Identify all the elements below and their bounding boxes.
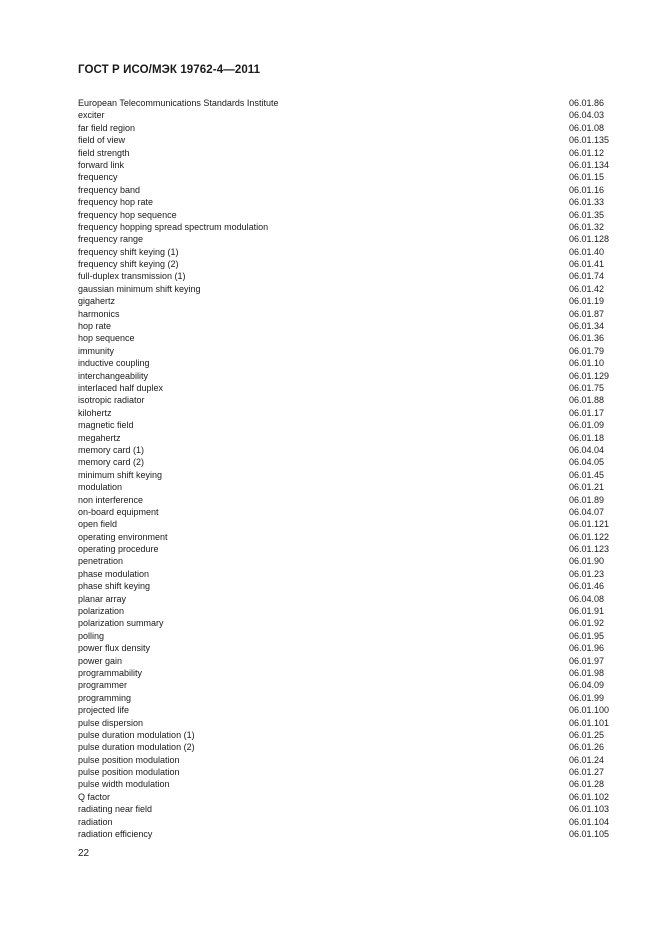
index-term: radiation efficiency [78,829,153,840]
index-term: hop rate [78,321,112,332]
index-reference: 06.01.101 [569,717,610,728]
index-term: projected life [78,705,130,716]
index-term: planar array [78,593,127,604]
index-row [78,159,619,171]
index-reference: 06.01.100 [569,705,610,716]
index-row [78,679,619,691]
index-term: phase shift keying [78,581,151,592]
index-term: memory card (1) [78,444,145,455]
document-title: ГОСТ Р ИСО/МЭК 19762-4—2011 [78,64,261,76]
index-term: interlaced half duplex [78,382,164,393]
index-row [78,320,619,332]
index-reference: 06.01.46 [569,581,605,592]
index-term: pulse duration modulation (1) [78,729,195,740]
index-term: frequency hopping spread spectrum modulation [78,221,269,232]
index-term: inductive coupling [78,358,150,369]
index-row [78,308,619,320]
index-reference: 06.01.129 [569,370,610,381]
index-term: radiation [78,816,113,827]
index-reference: 06.01.75 [569,382,605,393]
index-term: polling [78,630,105,641]
index-row [78,605,619,617]
index-row [78,692,619,704]
index-term: pulse position modulation [78,767,180,778]
index-row [78,382,619,394]
index-row [78,791,619,803]
index-term: power gain [78,655,123,666]
index-reference: 06.01.90 [569,556,605,567]
index-row [78,729,619,741]
index-reference: 06.01.96 [569,643,605,654]
index-row [78,704,619,716]
term-index-list [78,97,619,840]
index-term: pulse width modulation [78,779,170,790]
index-reference: 06.01.45 [569,469,605,480]
index-term: modulation [78,482,123,493]
index-row [78,803,619,815]
index-term: memory card (2) [78,457,145,468]
index-reference: 06.01.89 [569,494,605,505]
index-term: pulse position modulation [78,754,180,765]
index-reference: 06.01.86 [569,98,605,108]
index-reference: 06.01.102 [569,791,610,802]
index-row [78,655,619,667]
index-reference: 06.01.27 [569,767,605,778]
index-reference: 06.01.122 [569,531,610,542]
index-reference: 06.01.36 [569,333,605,344]
index-term: European Telecommunications Standards Institute [78,98,279,108]
index-reference: 06.01.87 [569,308,605,319]
index-row [78,196,619,208]
index-term: field strength [78,147,130,158]
index-row [78,171,619,183]
index-reference: 06.01.79 [569,345,605,356]
index-row [78,494,619,506]
index-term: far field region [78,122,136,133]
index-row [78,270,619,282]
index-reference: 06.01.99 [569,692,605,703]
index-reference: 06.01.25 [569,729,605,740]
index-term: on-board equipment [78,506,159,517]
index-reference: 06.01.15 [569,172,605,183]
index-row [78,209,619,221]
index-row [78,778,619,790]
index-reference: 06.01.32 [569,221,605,232]
index-row [78,568,619,580]
index-reference: 06.01.12 [569,147,605,158]
index-row [78,766,619,778]
index-term: minimum shift keying [78,469,163,480]
index-reference: 06.01.23 [569,568,605,579]
index-reference: 06.01.98 [569,667,605,678]
index-term: programmer [78,680,128,691]
index-term: immunity [78,345,115,356]
index-reference: 06.01.103 [569,804,610,815]
index-row [78,419,619,431]
index-row [78,481,619,493]
index-row [78,332,619,344]
index-term: power flux density [78,643,151,654]
index-reference: 06.01.97 [569,655,605,666]
index-term: gaussian minimum shift keying [78,283,201,294]
index-term: radiating near field [78,804,153,815]
index-term: frequency [78,172,118,183]
index-term: polarization [78,606,125,617]
index-row [78,518,619,530]
index-row [78,456,619,468]
index-term: penetration [78,556,124,567]
index-row [78,246,619,258]
index-row [78,345,619,357]
index-term: Q factor [78,791,111,802]
index-reference: 06.04.08 [569,593,605,604]
index-row [78,109,619,121]
index-row [78,147,619,159]
index-row [78,555,619,567]
index-row [78,593,619,605]
index-term: frequency band [78,184,141,195]
index-term: exciter [78,110,105,121]
index-reference: 06.01.40 [569,246,605,257]
index-term: hop sequence [78,333,135,344]
page-number: 22 [78,848,90,859]
index-term: forward link [78,159,125,170]
index-row [78,432,619,444]
index-term: frequency hop rate [78,197,154,208]
index-reference: 06.04.09 [569,680,605,691]
index-row [78,741,619,753]
index-reference: 06.01.92 [569,618,605,629]
index-reference: 06.01.35 [569,209,605,220]
index-row [78,469,619,481]
index-term: interchangeability [78,370,149,381]
index-reference: 06.01.17 [569,407,605,418]
index-term: frequency hop sequence [78,209,177,220]
index-reference: 06.01.128 [569,234,610,245]
index-row [78,370,619,382]
index-reference: 06.01.135 [569,135,610,146]
index-term: operating environment [78,531,168,542]
index-row [78,283,619,295]
index-term: magnetic field [78,420,134,431]
index-row [78,630,619,642]
index-row [78,122,619,134]
index-reference: 06.01.121 [569,519,610,530]
index-reference: 06.01.105 [569,829,610,840]
index-row [78,828,619,840]
index-term: full-duplex transmission (1) [78,271,186,282]
index-reference: 06.01.88 [569,395,605,406]
index-row [78,642,619,654]
index-reference: 06.01.34 [569,321,605,332]
index-reference: 06.04.03 [569,110,605,121]
index-reference: 06.01.104 [569,816,610,827]
index-reference: 06.04.07 [569,506,605,517]
index-reference: 06.01.33 [569,197,605,208]
index-term: isotropic radiator [78,395,145,406]
index-row [78,184,619,196]
index-row [78,444,619,456]
index-term: operating procedure [78,544,159,555]
index-row [78,717,619,729]
index-row [78,394,619,406]
index-reference: 06.01.18 [569,432,605,443]
index-reference: 06.01.21 [569,482,605,493]
index-reference: 06.01.134 [569,159,610,170]
index-reference: 06.01.08 [569,122,605,133]
index-reference: 06.01.09 [569,420,605,431]
index-row [78,357,619,369]
index-term: frequency shift keying (2) [78,259,179,270]
index-row [78,407,619,419]
index-row [78,816,619,828]
index-row [78,134,619,146]
index-reference: 06.01.28 [569,779,605,790]
index-term: field of view [78,135,126,146]
index-term: megahertz [78,432,121,443]
index-term: programmability [78,667,143,678]
index-term: frequency range [78,234,144,245]
index-term: kilohertz [78,407,112,418]
index-row [78,580,619,592]
index-row [78,531,619,543]
index-term: frequency shift keying (1) [78,246,179,257]
index-reference: 06.01.19 [569,296,605,307]
index-reference: 06.01.10 [569,358,605,369]
index-reference: 06.01.16 [569,184,605,195]
index-reference: 06.04.05 [569,457,605,468]
index-reference: 06.04.04 [569,444,605,455]
index-term: non interference [78,494,144,505]
index-row [78,617,619,629]
index-reference: 06.01.91 [569,606,605,617]
index-row [78,97,619,109]
index-row [78,667,619,679]
index-row [78,506,619,518]
index-term: phase modulation [78,568,150,579]
index-row [78,543,619,555]
index-term: gigahertz [78,296,116,307]
index-reference: 06.01.74 [569,271,605,282]
index-row [78,258,619,270]
index-term: open field [78,519,118,530]
index-reference: 06.01.95 [569,630,605,641]
index-row [78,295,619,307]
index-row [78,233,619,245]
index-term: pulse dispersion [78,717,144,728]
index-reference: 06.01.41 [569,259,605,270]
index-row [78,221,619,233]
index-reference: 06.01.42 [569,283,605,294]
index-term: harmonics [78,308,120,319]
index-reference: 06.01.123 [569,544,610,555]
index-reference: 06.01.24 [569,754,605,765]
index-reference: 06.01.26 [569,742,605,753]
index-term: programming [78,692,132,703]
index-row [78,754,619,766]
index-term: polarization summary [78,618,164,629]
index-term: pulse duration modulation (2) [78,742,195,753]
